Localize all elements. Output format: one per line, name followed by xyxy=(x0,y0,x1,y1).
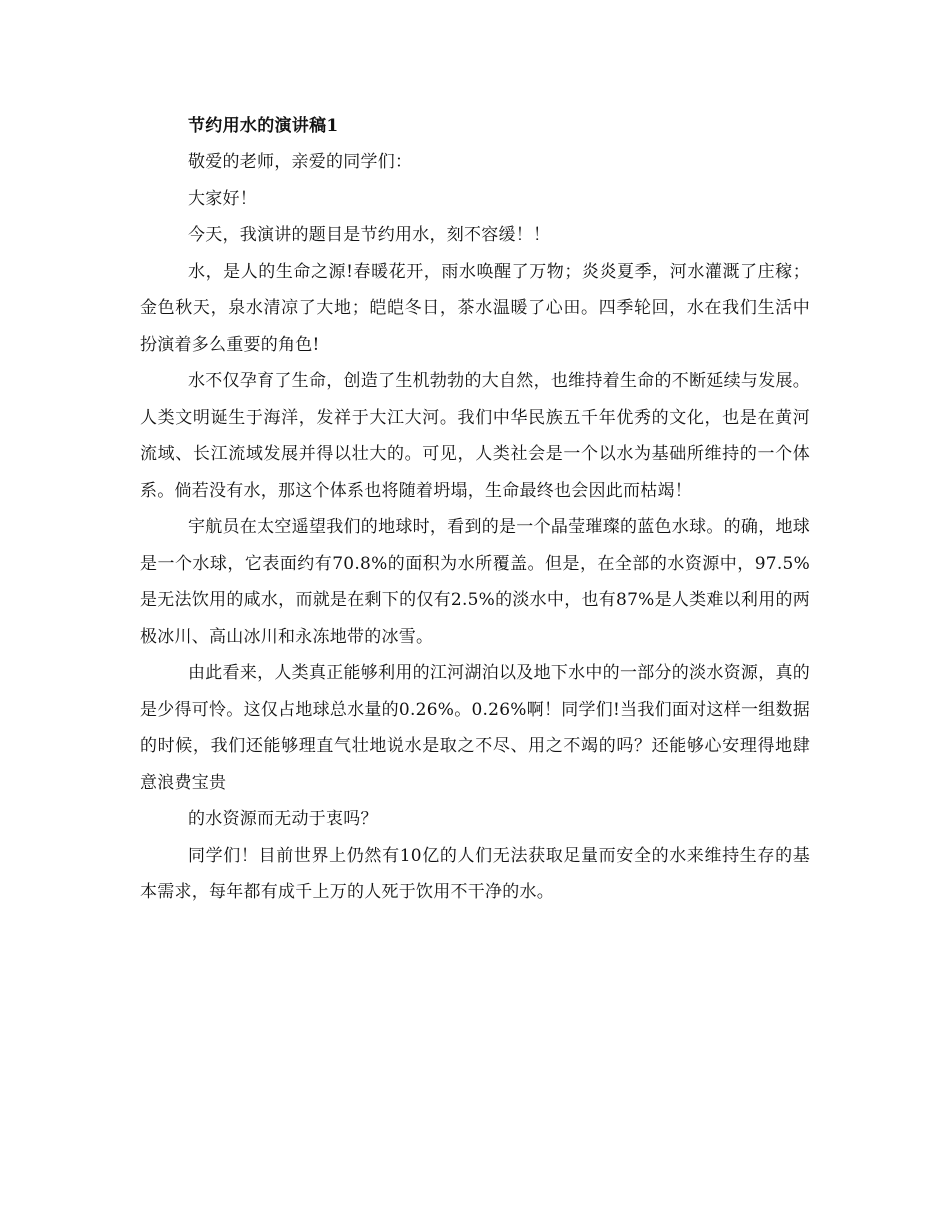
paragraph-world-need: 同学们！目前世界上仍然有10亿的人们无法获取足量而安全的水来维持生存的基本需求，每年都有成千上万的人死于饮用不干净的水。 xyxy=(140,845,810,902)
document-title: 节约用水的演讲稿1 xyxy=(188,116,339,136)
salutation: 敬爱的老师，亲爱的同学们： xyxy=(188,152,413,172)
paragraph-seasons: 水，是人的生命之源!春暖花开，雨水唤醒了万物；炎炎夏季，河水灌溉了庄稼；金色秋天，泉水清凉了大地；皑皑冬日，茶水温暖了心田。四季轮回，水在我们生活中扮演着多么重要的角色! xyxy=(140,261,810,355)
paragraph-freshwater: 由此看来，人类真正能够利用的江河湖泊以及地下水中的一部分的淡水资源，真的是少得可怜。这仅占地球总水量的0.26%。0.26%啊！同学们!当我们面对这样一组数据的时候，我们还能够理直气壮地说水是取之不尽、用之不竭的吗？还能够心安理得地肆意浪费宝贵 xyxy=(140,663,810,793)
document-body xyxy=(140,108,810,911)
paragraph-fragment: 的水资源而无动于衷吗？ xyxy=(188,809,378,829)
paragraph-civilization: 水不仅孕育了生命，创造了生机勃勃的大自然，也维持着生命的不断延续与发展。人类文明诞生于海洋，发祥于大江大河。我们中华民族五千年优秀的文化，也是在黄河流域、长江流域发展并得以壮大的。可见，人类社会是一个以水为基础所维持的一个体系。倘若没有水，那这个体系也将随着坍塌，生命最终也会因此而枯竭！ xyxy=(140,371,810,501)
paragraph-water-planet: 宇航员在太空遥望我们的地球时，看到的是一个晶莹璀璨的蓝色水球。的确，地球是一个水球，它表面约有70.8%的面积为水所覆盖。但是，在全部的水资源中，97.5%是无法饮用的咸水，而就是在剩下的仅有2.5%的淡水中，也有87%是人类难以利用的两极冰川、高山冰川和永冻地带的冰雪。 xyxy=(140,517,810,647)
greeting: 大家好！ xyxy=(188,188,257,209)
paragraph-topic: 今天，我演讲的题目是节约用水，刻不容缓！！ xyxy=(188,225,551,245)
